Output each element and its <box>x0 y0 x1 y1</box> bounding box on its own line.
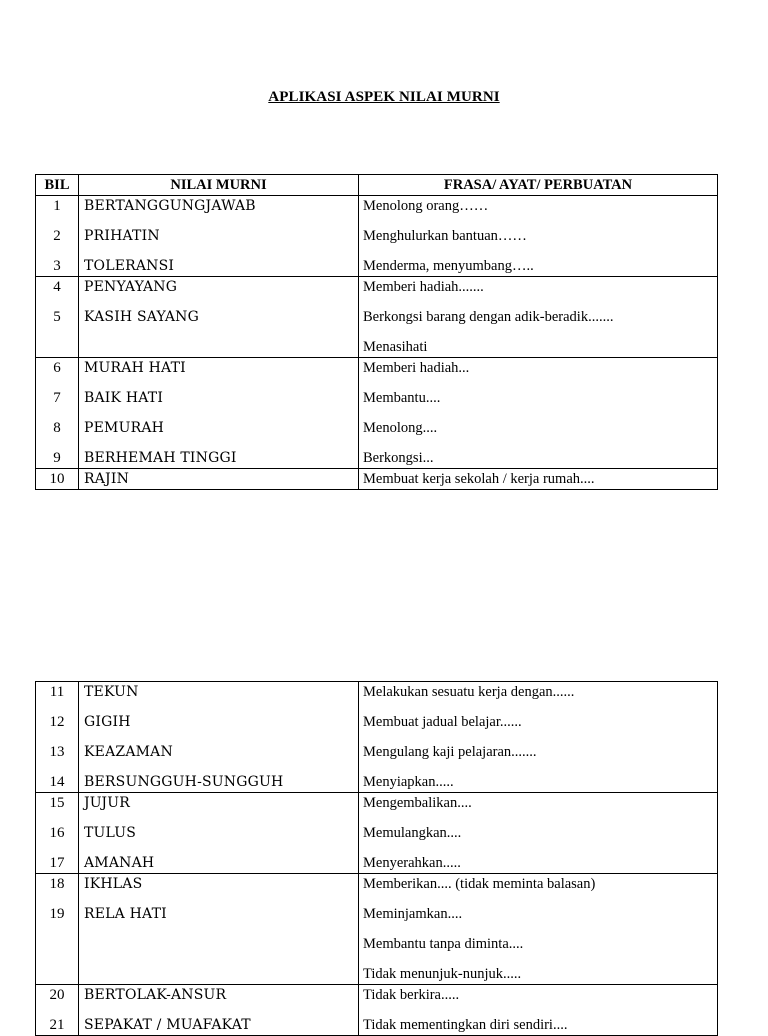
frasa-cell <box>359 682 718 793</box>
nilai-murni-item: JUJUR <box>84 795 130 811</box>
bil-number: 3 <box>53 258 61 274</box>
bil-number: 4 <box>53 279 61 295</box>
frasa-item: Memberikan.... (tidak meminta balasan) <box>363 876 596 892</box>
bil-number: 17 <box>49 855 65 871</box>
bil-number: 19 <box>49 906 65 922</box>
bil-number: 2 <box>53 228 61 244</box>
bil-cell <box>36 985 79 1036</box>
frasa-cell <box>359 985 718 1036</box>
table-row <box>36 985 718 1036</box>
frasa-item: Memberi hadiah....... <box>363 279 484 295</box>
frasa-cell <box>359 277 718 358</box>
frasa-item: Menderma, menyumbang….. <box>363 258 534 274</box>
values-table-2 <box>35 681 718 1036</box>
nilai-murni-item <box>79 934 358 964</box>
bil-number: 14 <box>49 774 65 790</box>
frasa-cell <box>359 469 718 490</box>
nilai-murni-item: TULUS <box>84 825 137 841</box>
frasa-item: Menolong orang…… <box>363 198 489 214</box>
frasa-cell <box>359 793 718 874</box>
column-header-nilai-murni: NILAI MURNI <box>79 175 359 196</box>
bil-cell <box>36 682 79 793</box>
bil-cell <box>36 793 79 874</box>
bil-number: 9 <box>53 450 61 466</box>
table-2-body <box>36 682 718 1036</box>
nilai-murni-cell <box>79 682 359 793</box>
table-header-row <box>36 175 718 196</box>
nilai-murni-item: BERHEMAH TINGGI <box>84 450 237 466</box>
frasa-cell <box>359 358 718 469</box>
bil-number: 16 <box>49 825 65 841</box>
nilai-murni-cell <box>79 469 359 490</box>
bil-number <box>36 337 78 357</box>
bil-number: 10 <box>49 471 65 487</box>
bil-cell <box>36 277 79 358</box>
frasa-item: Menghulurkan bantuan…… <box>363 228 527 244</box>
nilai-murni-item: BERTANGGUNGJAWAB <box>84 198 256 214</box>
frasa-item: Mengembalikan.... <box>363 795 472 811</box>
column-header-frasa: FRASA/ AYAT/ PERBUATAN <box>359 175 718 196</box>
nilai-murni-item: BAIK HATI <box>84 390 164 406</box>
frasa-item: Menasihati <box>363 339 428 355</box>
nilai-murni-item: MURAH HATI <box>84 360 186 376</box>
bil-number: 18 <box>49 876 65 892</box>
frasa-item: Tidak menunjuk-nunjuk..... <box>363 966 522 982</box>
nilai-murni-cell <box>79 793 359 874</box>
bil-number: 21 <box>49 1017 65 1033</box>
nilai-murni-item: PEMURAH <box>84 420 165 436</box>
bil-cell <box>36 358 79 469</box>
bil-number: 7 <box>53 390 61 406</box>
nilai-murni-item: RELA HATI <box>84 906 167 922</box>
nilai-murni-item: SEPAKAT / MUAFAKAT <box>84 1017 251 1033</box>
nilai-murni-item <box>79 964 358 984</box>
table-row <box>36 469 718 490</box>
frasa-item: Memulangkan.... <box>363 825 462 841</box>
frasa-item: Membuat kerja sekolah / kerja rumah.... <box>363 471 595 487</box>
frasa-cell <box>359 196 718 277</box>
nilai-murni-item: GIGIH <box>84 714 131 730</box>
nilai-murni-item: KASIH SAYANG <box>84 309 200 325</box>
table-row <box>36 682 718 793</box>
frasa-item: Menyerahkan..... <box>363 855 461 871</box>
frasa-item: Tidak berkira..... <box>363 987 460 1003</box>
document-title: APLIKASI ASPEK NILAI MURNI <box>268 89 500 105</box>
nilai-murni-cell <box>79 874 359 985</box>
frasa-item: Memberi hadiah... <box>363 360 470 376</box>
bil-number: 12 <box>49 714 65 730</box>
nilai-murni-item: RAJIN <box>84 471 130 487</box>
frasa-item: Tidak mementingkan diri sendiri.... <box>363 1017 568 1033</box>
bil-number: 13 <box>49 744 65 760</box>
bil-number: 11 <box>49 684 65 700</box>
table-row <box>36 358 718 469</box>
nilai-murni-item: BERSUNGGUH-SUNGGUH <box>84 774 284 790</box>
nilai-murni-cell <box>79 196 359 277</box>
nilai-murni-cell <box>79 277 359 358</box>
nilai-murni-cell <box>79 358 359 469</box>
bil-number: 6 <box>53 360 61 376</box>
bil-number: 1 <box>53 198 61 214</box>
table-row <box>36 874 718 985</box>
nilai-murni-item: TOLERANSI <box>84 258 175 274</box>
nilai-murni-item: KEAZAMAN <box>84 744 173 760</box>
frasa-item: Menyiapkan..... <box>363 774 454 790</box>
frasa-item: Membantu tanpa diminta.... <box>363 936 524 952</box>
table-row <box>36 793 718 874</box>
nilai-murni-item <box>79 337 358 357</box>
frasa-item: Membantu.... <box>363 390 441 406</box>
nilai-murni-item: PRIHATIN <box>84 228 160 244</box>
bil-number <box>36 934 78 964</box>
frasa-item: Meminjamkan.... <box>363 906 463 922</box>
table-1-body <box>36 196 718 490</box>
bil-number: 5 <box>53 309 61 325</box>
bil-cell <box>36 469 79 490</box>
frasa-item: Berkongsi... <box>363 450 434 466</box>
bil-number: 15 <box>49 795 65 811</box>
nilai-murni-item: IKHLAS <box>84 876 143 892</box>
table-row <box>36 196 718 277</box>
table-row <box>36 277 718 358</box>
nilai-murni-item: TEKUN <box>84 684 139 700</box>
bil-cell <box>36 196 79 277</box>
nilai-murni-item: AMANAH <box>84 855 155 871</box>
frasa-cell <box>359 874 718 985</box>
frasa-item: Berkongsi barang dengan adik-beradik....... <box>363 309 614 325</box>
bil-number <box>36 964 78 984</box>
frasa-item: Mengulang kaji pelajaran....... <box>363 744 537 760</box>
bil-number: 20 <box>49 987 65 1003</box>
bil-cell <box>36 874 79 985</box>
values-table-1 <box>35 174 718 490</box>
nilai-murni-item: BERTOLAK-ANSUR <box>84 987 227 1003</box>
nilai-murni-cell <box>79 985 359 1036</box>
frasa-item: Melakukan sesuatu kerja dengan...... <box>363 684 575 700</box>
frasa-item: Membuat jadual belajar...... <box>363 714 522 730</box>
bil-number: 8 <box>53 420 61 436</box>
column-header-bil: BIL <box>36 175 79 196</box>
nilai-murni-item: PENYAYANG <box>84 279 178 295</box>
frasa-item: Menolong.... <box>363 420 438 436</box>
